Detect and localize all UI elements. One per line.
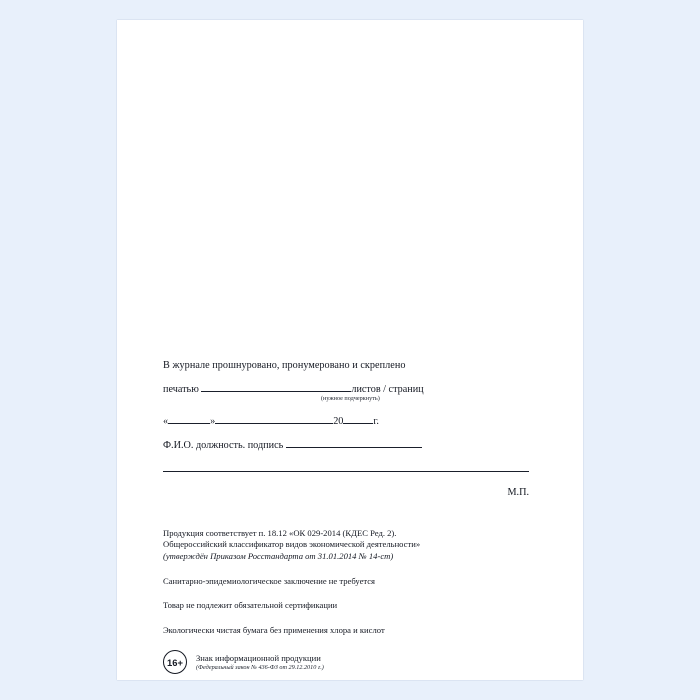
month-fill-line[interactable] bbox=[215, 414, 333, 424]
fio-fill-line[interactable] bbox=[286, 438, 422, 448]
okved-line-1: Продукция соответствует п. 18.12 «ОК 029-2014 (КДЕС Ред. 2). bbox=[163, 527, 397, 538]
sanitary-note: Санитарно-эпидемиологическое заключение не требуется bbox=[163, 575, 376, 586]
fio-label: Ф.И.О. должность. подпись bbox=[163, 439, 284, 451]
date-row bbox=[163, 414, 543, 427]
certification-note: Товар не подлежит обязательной сертификации bbox=[163, 600, 338, 611]
document-page bbox=[117, 20, 583, 680]
year-prefix: 20 bbox=[333, 415, 344, 427]
ecology-note: Экологически чистая бумага без применения хлора и кислот bbox=[163, 624, 385, 635]
age-mark-text bbox=[196, 653, 324, 672]
age-rating-icon: 16+ bbox=[163, 650, 187, 674]
fio-row bbox=[163, 438, 543, 451]
age-mark-row bbox=[163, 650, 543, 674]
seal-label: печатью bbox=[163, 384, 199, 395]
okved-line-3: (утверждён Приказом Росстандарта от 31.01.2014 № 14-ст) bbox=[163, 551, 394, 561]
year-suffix: г. bbox=[373, 415, 379, 427]
quote-close: » bbox=[210, 415, 216, 427]
seal-row bbox=[163, 382, 543, 395]
day-fill-line[interactable] bbox=[168, 414, 210, 424]
age-mark-law: (Федеральный закон № 436-ФЗ от 29.12.2010 г.) bbox=[196, 664, 324, 672]
extra-fill-line[interactable] bbox=[163, 462, 529, 472]
info-block bbox=[163, 528, 543, 637]
page-content bbox=[163, 360, 543, 674]
okved-line-2: Общероссийский классификатор видов экономической деятельности» bbox=[163, 539, 421, 550]
year-fill-line[interactable] bbox=[343, 414, 373, 424]
signature-block bbox=[163, 360, 543, 498]
seal-fill-line[interactable] bbox=[201, 382, 351, 392]
underline-note: (нужное подчеркнуть) bbox=[321, 395, 380, 402]
extra-line-row bbox=[163, 462, 543, 475]
sheets-pages-label: листов / страниц bbox=[351, 384, 424, 395]
stamp-place: М.П. bbox=[507, 486, 529, 498]
binding-statement: В журнале прошнуровано, пронумеровано и скреплено bbox=[163, 360, 406, 371]
age-mark-title: Знак информационной продукции bbox=[196, 652, 321, 663]
quote-open: « bbox=[163, 415, 169, 427]
